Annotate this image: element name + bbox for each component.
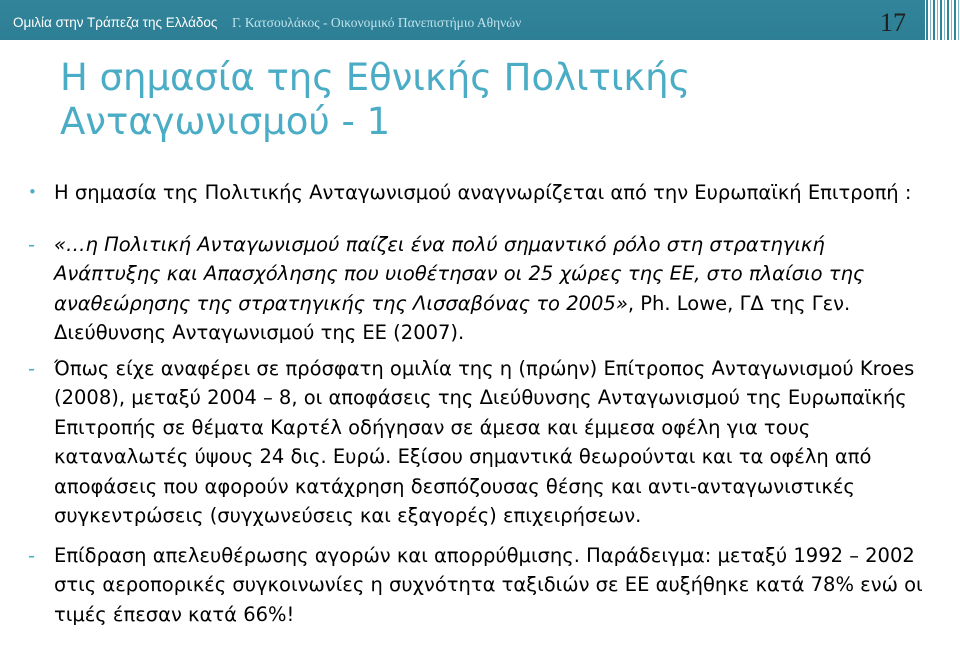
- quote-source-text: , Ph. Lowe, ΓΔ της Γεν. Διεύθυνσης Ανταγωνισμού της ΕΕ (2007).: [54, 291, 851, 344]
- dash-paragraph-kroes: [28, 354, 928, 531]
- slide-title-line2: Ανταγωνισμού - 1: [60, 100, 391, 143]
- slide-title: [60, 56, 920, 144]
- dash-paragraph-liberalization: [28, 541, 928, 630]
- decorative-stripes: [926, 0, 960, 40]
- dash-icon: -: [28, 356, 36, 380]
- page-number: 17: [880, 8, 906, 37]
- slide-body: [28, 178, 928, 629]
- paragraph-text: Επίδραση απελευθέρωσης αγορών και απορρύθμισης. Παράδειγμα: μεταξύ 1992 – 2002 στις αεροπορικές συγκοινωνίες η συχνότητα ταξιδιών σε ΕΕ αυξήθηκε κατά 78% ενώ οι τιμές έπεσαν κατά 66%!: [54, 543, 923, 626]
- bullet-paragraph-commission: [28, 178, 928, 208]
- slide-header: [0, 0, 960, 40]
- dash-icon: -: [28, 232, 36, 256]
- paragraph-text: Όπως είχε αναφέρει σε πρόσφατη ομιλία της η (πρώην) Επίτροπος Ανταγωνισμού Kroes (2008), μεταξύ 2004 – 8, οι αποφάσεις της Διεύθυνσης Ανταγωνισμού της Ευρωπαϊκής Επιτροπής σε θέματα Καρτέλ οδήγησαν σε άμεσα και έμμεσα οφέλη για τους καταναλωτές ύψους 24 δις. Ευρώ. Εξίσου σημαντικά θεωρούνται και τα οφέλη από αποφάσεις που αφορούν κατάχρηση δεσπόζουσας θέσης και αντι-ανταγωνιστικές συγκεντρώσεις (συγχωνεύσεις και εξαγορές) επιχειρήσεων.: [54, 356, 915, 527]
- slide-title-line1: Η σημασία της Εθνικής Πολιτικής: [60, 56, 691, 99]
- quote-text: «…η Πολιτική Ανταγωνισμού παίζει ένα πολύ σημαντικό ρόλο στη στρατηγική Ανάπτυξης και Απασχόλησης που υιοθέτησαν οι 25 χώρες της ΕΕ, στο πλαίσιο της αναθεώρησης της στρατηγικής της Λισσαβόνας το 2005»: [54, 232, 865, 315]
- header-author-text: Γ. Κατσουλάκος - Οικονομικό Πανεπιστήμιο Αθηνών: [232, 15, 522, 30]
- dash-icon: -: [28, 543, 36, 567]
- bullet-icon: •: [28, 183, 37, 201]
- header-band: [0, 0, 925, 40]
- header-venue-text: Ομιλία στην Τράπεζα της Ελλάδος: [13, 15, 218, 30]
- dash-paragraph-quote: [28, 230, 928, 348]
- paragraph-text: Η σημασία της Πολιτικής Ανταγωνισμού αναγνωρίζεται από την Ευρωπαϊκή Επιτροπή :: [54, 181, 912, 204]
